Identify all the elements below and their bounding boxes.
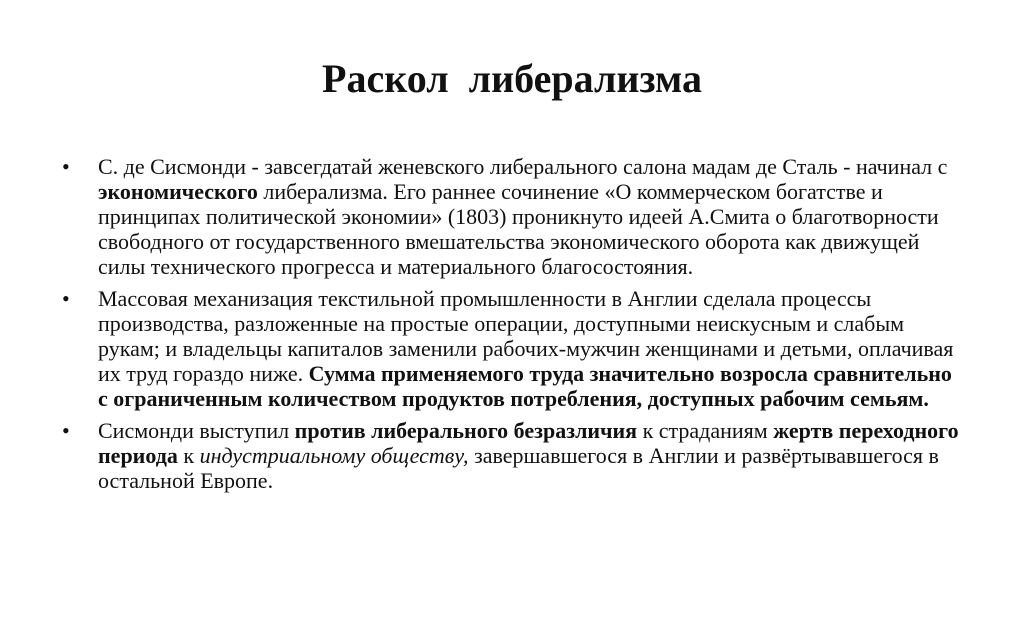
- bullet-dot-icon: •: [62, 286, 70, 311]
- bullet-text: завершавшегося в Англии и развёртывавшегося в остальной Европе.: [98, 443, 939, 493]
- bullet-text-italic: индустриальному обществу,: [199, 443, 469, 468]
- bullet-text: Массовая механизация текстильной промышленности в Англии сделала процессы производства, разложенные на простые операции, доступными неискусным и слабым рукам; и владельцы капиталов заменили рабочих-мужчин женщинами и детьми, оплачивая их труд гораздо ниже.: [98, 286, 954, 386]
- bullet-text-bold: Сумма применяемого труда значительно возросла сравнительно с ограниченным количеством продуктов потребления, доступных рабочим семьям.: [98, 361, 952, 411]
- bullet-text: Сисмонди выступил: [98, 418, 295, 443]
- bullet-item: [62, 418, 967, 493]
- bullet-list: [62, 154, 967, 500]
- bullet-text: к: [177, 443, 200, 468]
- bullet-text: С. де Сисмонди - завсегдатай женевского либерального салона мадам де Сталь - начинал с: [98, 154, 948, 179]
- bullet-item: [62, 154, 967, 279]
- bullet-dot-icon: •: [62, 154, 70, 179]
- bullet-text-bold: жертв переходного периода: [98, 418, 959, 468]
- slide-title: Раскол либерализма: [322, 56, 702, 101]
- bullet-text-bold: экономического: [98, 179, 258, 204]
- bullet-text-bold: против либерального безразличия: [294, 418, 638, 443]
- bullet-item: [62, 286, 967, 411]
- bullet-text: либерализма. Его раннее сочинение «О коммерческом богатстве и принципах политической экономии» (1803) проникнуто идеей А.Смита о благотворности свободного от государственного вмешательства экономического оборота как движущей силы технического прогресса и материального благосостояния.: [98, 179, 939, 279]
- bullet-text: к страданиям: [637, 418, 774, 443]
- bullet-dot-icon: •: [62, 418, 70, 443]
